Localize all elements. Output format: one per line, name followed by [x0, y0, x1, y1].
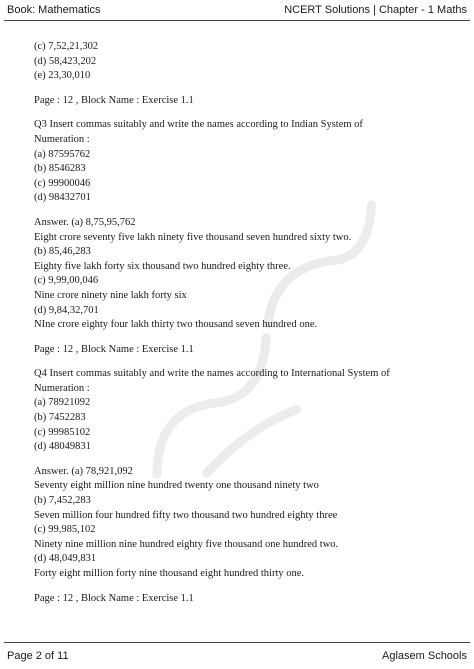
text-line: Answer. (a) 78,921,092	[34, 465, 133, 477]
text-line: (c) 99,985,102	[34, 524, 96, 536]
text-line: (d) 9,84,32,701	[34, 304, 99, 316]
text-line: (b) 7,452,283	[34, 495, 91, 507]
text-line: (d) 48049831	[34, 441, 91, 453]
text-line: Eighty five lakh forty six thousand two hundred eighty three.	[34, 260, 291, 272]
text-line: NIne crore eighty four lakh thirty two thousand seven hundred one.	[34, 319, 318, 331]
text-line: (d) 58,423,202	[34, 55, 97, 67]
text-line: Nine crore ninety nine lakh forty six	[34, 289, 187, 301]
text-line: Numeration :	[34, 382, 90, 394]
text-line: Q4 Insert commas suitably and write the names according to International System of	[34, 368, 390, 380]
text-line: (b) 8546283	[34, 163, 86, 175]
line-spacer	[34, 108, 444, 118]
text-line: Q3 Insert commas suitably and write the names according to Indian System of	[34, 119, 363, 131]
text-line: Answer. (a) 8,75,95,762	[34, 216, 136, 228]
line-spacer	[34, 333, 444, 343]
text-line: (c) 9,99,00,046	[34, 275, 99, 287]
text-line: Forty eight million forty nine thousand eight hundred thirty one.	[34, 568, 305, 579]
text-line: (c) 99900046	[34, 177, 91, 189]
line-spacer	[34, 582, 444, 592]
text-line: (d) 48,049,831	[34, 553, 97, 565]
text-line: Ninety nine million nine hundred eighty five thousand one hundred two.	[34, 538, 339, 550]
footer-divider	[4, 642, 470, 643]
book-title: Book: Mathematics	[7, 4, 101, 16]
header-divider	[4, 20, 470, 21]
page-footer	[0, 640, 474, 669]
text-line: (c) 99985102	[34, 426, 91, 438]
text-line: (a) 87595762	[34, 148, 91, 160]
chapter-title: NCERT Solutions | Chapter - 1 Maths	[284, 4, 467, 16]
text-line: (e) 23,30,010	[34, 70, 91, 82]
text-line: Seventy eight million nine hundred twenty one thousand ninety two	[34, 480, 319, 492]
line-spacer	[34, 357, 444, 367]
text-line: Page : 12 , Block Name : Exercise 1.1	[34, 343, 194, 355]
text-line: Seven million four hundred fifty two thousand two hundred eighty three	[34, 509, 338, 521]
line-spacer	[34, 455, 444, 465]
text-line: (b) 7452283	[34, 412, 86, 424]
text-line: (c) 7,52,21,302	[34, 41, 99, 52]
line-spacer	[34, 84, 444, 94]
document-body	[34, 40, 444, 606]
text-line: Page : 12 , Block Name : Exercise 1.1	[34, 94, 194, 106]
page-number: Page 2 of 11	[7, 650, 69, 662]
page-header	[0, 0, 474, 22]
text-line: (d) 98432701	[34, 192, 91, 204]
publisher-name: Aglasem Schools	[382, 650, 467, 662]
line-spacer	[34, 206, 444, 216]
text-line: Page : 12 , Block Name : Exercise 1.1	[34, 592, 194, 604]
text-line: (a) 78921092	[34, 397, 91, 409]
text-line: (b) 85,46,283	[34, 246, 91, 258]
text-line: Numeration :	[34, 133, 90, 145]
text-line: Eight crore seventy five lakh ninety five thousand seven hundred sixty two.	[34, 231, 352, 243]
